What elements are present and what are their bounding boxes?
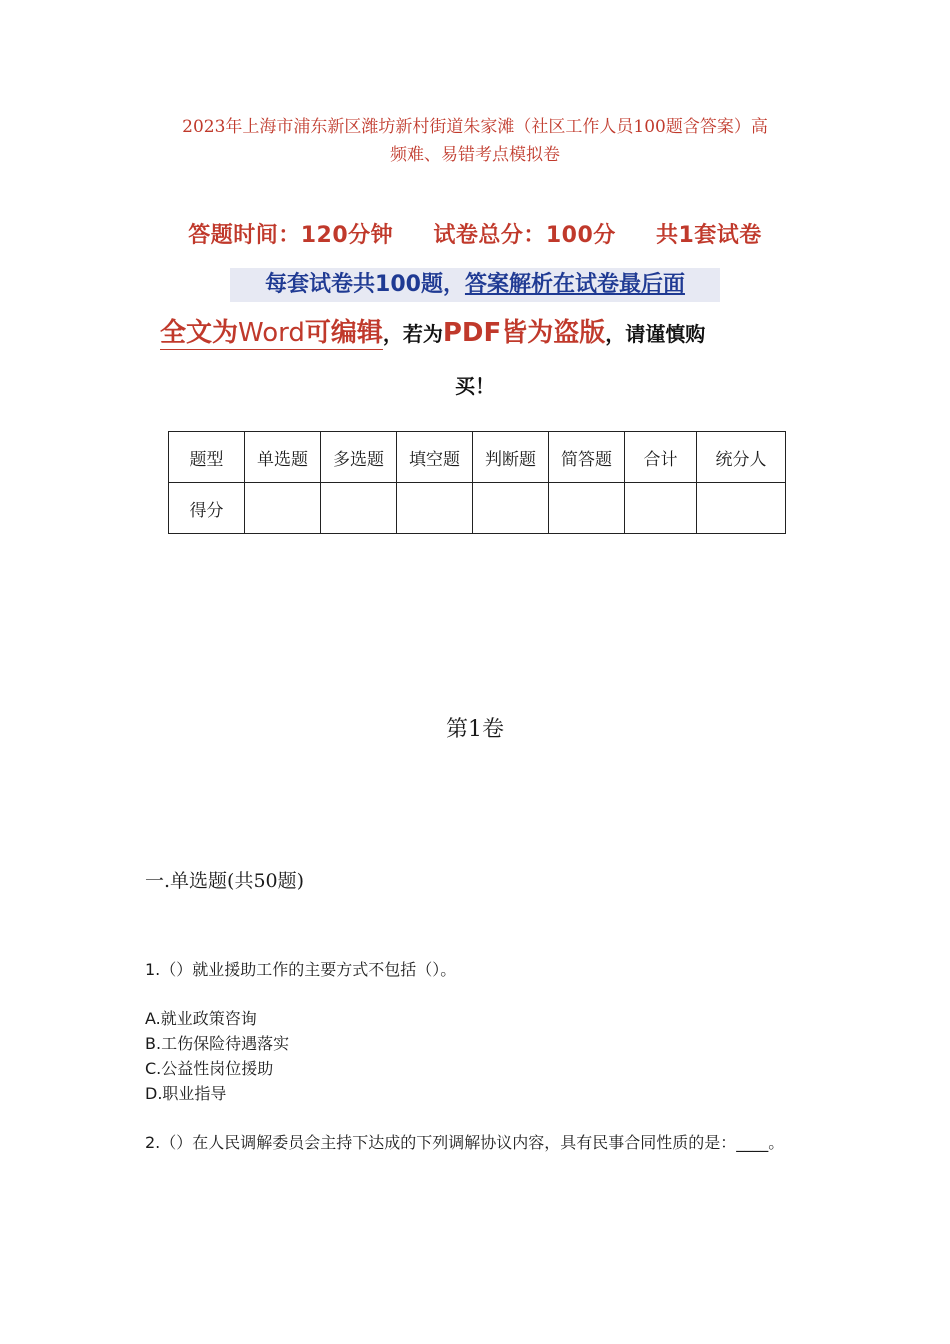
warning-word: Word <box>238 318 305 348</box>
score-cell <box>245 483 321 534</box>
answer-notice <box>230 268 720 302</box>
section-title: 一.单选题(共50题) <box>145 870 305 892</box>
score-cell <box>549 483 625 534</box>
warning-c: ，若为 <box>382 322 443 346</box>
score-table-header-row <box>169 432 786 483</box>
document-title <box>140 113 810 169</box>
warning-a: 全文为 <box>160 318 239 348</box>
exam-total-score: 试卷总分：100分 <box>433 223 616 248</box>
title-line-1: 2023年上海市浦东新区潍坊新村街道朱家滩（社区工作人员100题含答案）高 <box>182 117 768 137</box>
exam-sets: 共1套试卷 <box>655 223 762 248</box>
option-a: A.就业政策咨询 <box>145 1009 257 1028</box>
title-line-2: 频难、易错考点模拟卷 <box>390 145 560 165</box>
piracy-warning <box>160 312 800 349</box>
warning-d: PDF皆为盗版 <box>442 318 606 348</box>
score-cell <box>625 483 697 534</box>
exam-info <box>0 218 950 249</box>
header-cell: 简答题 <box>549 432 625 483</box>
question-2: 2.（）在人民调解委员会主持下达成的下列调解协议内容，具有民事合同性质的是：____。 <box>145 1133 785 1152</box>
row-label: 得分 <box>169 483 245 534</box>
option-d: D.职业指导 <box>145 1084 227 1103</box>
header-cell: 题型 <box>169 432 245 483</box>
warning-e: ，请谨慎购 <box>605 322 706 346</box>
option-c: C.公益性岗位援助 <box>145 1059 274 1078</box>
score-cell <box>397 483 473 534</box>
question-1: 1.（）就业援助工作的主要方式不包括（）。 <box>145 960 457 979</box>
question-1-options <box>145 1006 289 1106</box>
volume-heading: 第1卷 <box>446 717 504 742</box>
score-cell <box>321 483 397 534</box>
score-cell <box>697 483 786 534</box>
score-table <box>168 431 786 534</box>
score-table-score-row <box>169 483 786 534</box>
warning-end: 买！ <box>455 374 495 398</box>
score-cell <box>473 483 549 534</box>
header-cell: 多选题 <box>321 432 397 483</box>
notice-part-1: 每套试卷共100题， <box>265 272 465 297</box>
header-cell: 合计 <box>625 432 697 483</box>
exam-time: 答题时间：120分钟 <box>188 223 394 248</box>
header-cell: 统分人 <box>697 432 786 483</box>
header-cell: 填空题 <box>397 432 473 483</box>
notice-part-2: 答案解析在试卷最后面 <box>464 272 685 297</box>
header-cell: 判断题 <box>473 432 549 483</box>
warning-b: 可编辑 <box>304 318 383 348</box>
option-b: B.工伤保险待遇落实 <box>145 1034 290 1053</box>
header-cell: 单选题 <box>245 432 321 483</box>
